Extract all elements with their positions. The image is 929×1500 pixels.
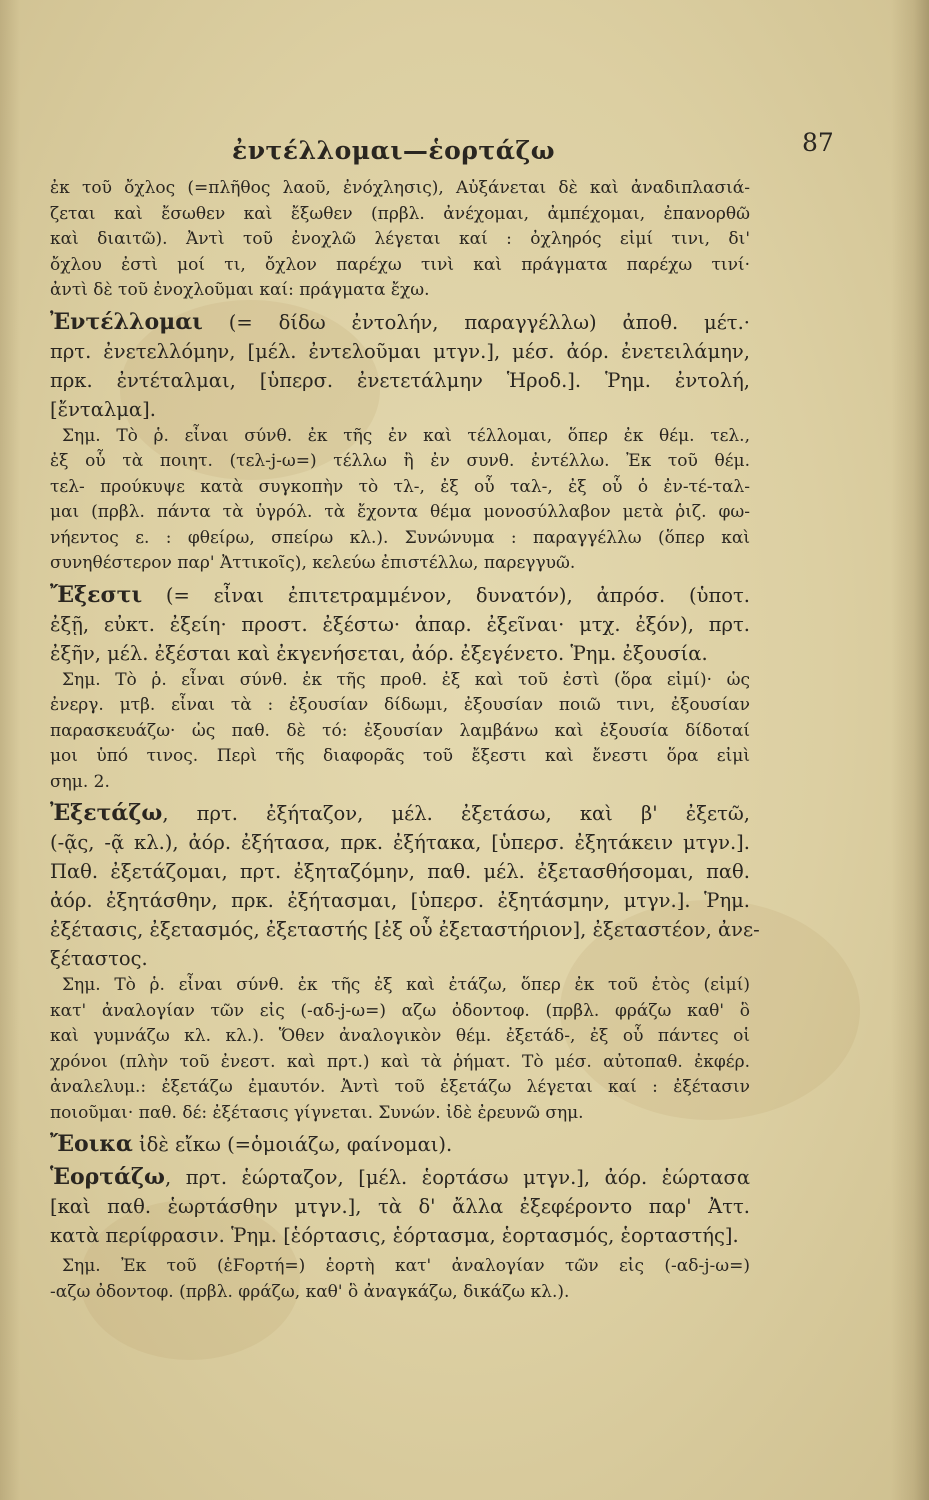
text-line [50, 1101, 750, 1127]
line-text: [καὶ παθ. ἑωρτάσθην μτγν.], τὰ δ' ἄλλα ἐξεφέροντο παρ' Ἀττ. [50, 1195, 750, 1218]
entry-headword: Ἐξετάζω [50, 800, 163, 826]
line-text: χρόνοι (πλὴν τοῦ ἐνεστ. καὶ πρτ.) καὶ τὰ ῥήματ. Τὸ μέσ. αὐτοπαθ. ἐκφέρ. [50, 1051, 750, 1072]
line-text: καὶ γυμνάζω κλ. κλ.). Ὅθεν ἀναλογικὸν θέμ. ἐξετάδ-, ἐξ οὗ πάντες οἱ [50, 1026, 750, 1046]
text-line [50, 857, 750, 886]
line-text: πρτ. ἐνετελλόμην, [μέλ. ἐντελοῦμαι μτγν.], μέσ. ἀόρ. ἐνετειλάμην, [50, 339, 750, 363]
text-line [50, 227, 750, 253]
line-text: (-ᾷς, -ᾷ κλ.), ἀόρ. ἐξήτασα, πρκ. ἐξήτακα, [ὑπερσ. ἐξητάκειν μτγν.]. [50, 831, 750, 854]
line-text: συνηθέστερον παρ' Ἀττικοῖς), κελεύω ἐπιστέλλω, παρεγγυῶ. [50, 553, 576, 573]
text-line [50, 278, 750, 304]
entry-headword: Ἐντέλλομαι [50, 308, 203, 335]
text-line [50, 1075, 750, 1101]
text-line [50, 1254, 750, 1280]
line-text: ἀναλελυμ.: ἐξετάζω ἐμαυτόν. Ἀντὶ τοῦ ἐξετάζω λέγεται καί : ἐξέτασιν [50, 1077, 750, 1097]
line-text: κατὰ περίφρασιν. Ῥημ. [ἑόρτασις, ἑόρτασμα, ἑορτασμός, ἑορταστής]. [50, 1224, 739, 1247]
dictionary-text [50, 176, 760, 1305]
text-line [50, 449, 750, 475]
text-line [50, 176, 750, 202]
line-text: -αζω ὀδοντοφ. (πρβλ. φράζω, καθ' ὃ ἀναγκάζω, δικάζω κλ.). [50, 1281, 570, 1302]
entry-headword-line [50, 308, 750, 337]
page-number: 87 [802, 128, 834, 157]
text-line [50, 337, 750, 366]
text-line [50, 424, 750, 450]
text-line [50, 944, 750, 973]
text-line [50, 1024, 750, 1050]
text-line [50, 202, 750, 228]
text-line [50, 886, 750, 915]
line-text: ἀόρ. ἐξητάσθην, πρκ. ἐξήτασμαι, [ὑπερσ. ἐξητάσμην, μτγν.]. Ῥημ. [50, 889, 750, 912]
text-line [50, 253, 750, 279]
line-text: τελ- προύκυψε κατὰ συγκοπὴν τὸ τλ-, ἐξ οὗ ταλ-, ἐξ οὗ ὁ ἐν-τέ-ταλ- [50, 476, 750, 497]
page-right-edge [891, 0, 929, 1500]
line-text: , πρτ. ἑώρταζον, [μέλ. ἑορτάσω μτγν.], ἀόρ. ἑώρτασα [165, 1166, 750, 1189]
text-line [50, 366, 750, 395]
line-text: ἀντὶ δὲ τοῦ ἐνοχλοῦμαι καί: πράγματα ἔχω. [50, 280, 430, 300]
text-line [50, 770, 750, 796]
line-text: ἐξῇ, εὐκτ. ἐξείη· προστ. ἐξέστω· ἀπαρ. ἐξεῖναι· μτχ. ἐξόν), πρτ. [50, 612, 750, 636]
text-line [50, 526, 750, 552]
line-text: ὄχλου ἐστὶ μοί τι, ὄχλον παρέχω τινὶ καὶ πράγματα παρέχω τινί· [50, 254, 750, 275]
text-line [50, 744, 750, 770]
running-title: ἐντέλλομαι—ἑορτάζω [232, 136, 556, 165]
line-text: παρασκευάζω· ὡς παθ. δὲ τό: ἐξουσίαν λαμβάνω καὶ ἐξουσία δίδοταί [50, 720, 750, 741]
text-line [50, 915, 760, 944]
line-text: κατ' ἀναλογίαν τῶν εἰς (-αδ-j-ω=) αζω ὀδοντοφ. (πρβλ. φράζω καθ' ὃ [50, 1000, 750, 1021]
line-text: Σημ. Τὸ ῥ. εἶναι σύνθ. ἐκ τῆς ἐν καὶ τέλλομαι, ὅπερ ἐκ θέμ. τελ., [62, 425, 750, 446]
line-text: ἐξῆν, μέλ. ἐξέσται καὶ ἐκγενήσεται, ἀόρ. ἐξεγένετο. Ῥημ. ἐξουσία. [50, 641, 708, 665]
entry-headword-line [50, 1163, 750, 1192]
line-text: Σημ. Ἐκ τοῦ (ἑϜορτή=) ἑορτὴ κατ' ἀναλογίαν τῶν εἰς (-αδ-j-ω=) [62, 1256, 750, 1276]
text-line [50, 1192, 750, 1221]
text-line [50, 973, 750, 999]
line-text: ἐξέτασις, ἐξετασμός, ἐξεταστής [ἐξ οὗ ἐξεταστήριον], ἐξεταστέον, ἀνε- [50, 918, 760, 941]
line-text: Σημ. Τὸ ῥ. εἶναι σύνθ. ἐκ τῆς προθ. ἐξ καὶ τοῦ ἐστὶ (ὅρα εἰμί)· ὡς [62, 669, 750, 690]
line-text: πρκ. ἐντέταλμαι, [ὑπερσ. ἐνετετάλμην Ἡροδ.]. Ῥημ. ἐντολή, [50, 368, 750, 392]
text-line [50, 719, 750, 745]
text-line [50, 551, 750, 577]
text-line [50, 500, 750, 526]
entry-headword: Ἑορτάζω [50, 1164, 166, 1190]
line-text: νήεντος ε. : φθείρω, σπείρω κλ.). Συνώνυμα : παραγγέλλω (ὅπερ καὶ [50, 527, 750, 548]
line-text: μοι ὑπό τινος. Περὶ τῆς διαφορᾶς τοῦ ἔξεστι καὶ ἔνεστι ὅρα εἰμὶ [50, 746, 750, 766]
entry-headword-line [50, 799, 750, 828]
text-line [50, 1050, 750, 1076]
line-text: (= εἶναι ἐπιτετραμμένον, δυνατόν), ἀπρόσ. (ὑποτ. [142, 583, 750, 607]
page-header [0, 128, 929, 168]
line-text: Σημ. Τὸ ῥ. εἶναι σύνθ. ἐκ τῆς ἐξ καὶ ἐτάζω, ὅπερ ἐκ τοῦ ἐτὸς (εἰμί) [62, 975, 750, 995]
text-line [50, 1280, 750, 1306]
line-text: ἐκ τοῦ ὄχλος (=πλῆθος λαοῦ, ἐνόχλησις), Αὐξάνεται δὲ καὶ ἀναδιπλασιά- [50, 178, 750, 198]
text-line [50, 693, 750, 719]
text-line [50, 610, 750, 639]
line-text: ζεται καὶ ἔσωθεν καὶ ἔξωθεν (πρβλ. ἀνέχομαι, ἀμπέχομαι, ἐπανορθῶ [50, 203, 750, 224]
line-text: ἐξ οὗ τὰ ποιητ. (τελ-j-ω=) τέλλω ἢ ἐν συνθ. ἐντέλλω. Ἐκ τοῦ θέμ. [50, 451, 750, 471]
line-text: Παθ. ἐξετάζομαι, πρτ. ἐξηταζόμην, παθ. μέλ. ἐξετασθήσομαι, παθ. [50, 860, 750, 883]
line-text: ἰδὲ εἴκω (=ὁμοιάζω, φαίνομαι). [132, 1133, 453, 1156]
line-text: καὶ διαιτῶ). Ἀντὶ τοῦ ἐνοχλῶ λέγεται καί : ὀχληρός εἰμί τινι, δι' [50, 229, 750, 249]
text-line [50, 475, 750, 501]
line-text: ξέταστος. [50, 947, 148, 970]
entry-headword: Ἔοικα [50, 1131, 133, 1157]
line-text: σημ. 2. [50, 771, 110, 792]
line-text: ποιοῦμαι· παθ. δέ: ἐξέτασις γίγνεται. Συνών. ἰδὲ ἐρευνῶ σημ. [50, 1102, 584, 1123]
text-line [50, 1221, 750, 1250]
entry-headword: Ἔξεστι [50, 581, 143, 608]
text-line [50, 639, 750, 668]
text-line [50, 999, 750, 1025]
line-text: μαι (πρβλ. πάντα τὰ ὑγρόλ. τὰ ἔχοντα θέμα μονοσύλλαβον μετὰ ῥιζ. φω- [50, 502, 750, 522]
text-line [50, 828, 750, 857]
line-text: ἐνεργ. μτβ. εἶναι τὰ : ἐξουσίαν δίδωμι, ἐξουσίαν ποιῶ τινι, ἐξουσίαν [50, 695, 750, 715]
entry-headword-line [50, 1130, 750, 1159]
line-text: (= δίδω ἐντολήν, παραγγέλλω) ἀποθ. μέτ.· [202, 310, 750, 334]
line-text: [ἔνταλμα]. [50, 397, 156, 421]
page-left-edge [0, 0, 20, 1500]
entry-headword-line [50, 581, 750, 610]
text-line [50, 668, 750, 694]
text-line [50, 395, 750, 424]
line-text: , πρτ. ἐξήταζον, μέλ. ἐξετάσω, καὶ β' ἐξετῶ, [162, 802, 750, 825]
